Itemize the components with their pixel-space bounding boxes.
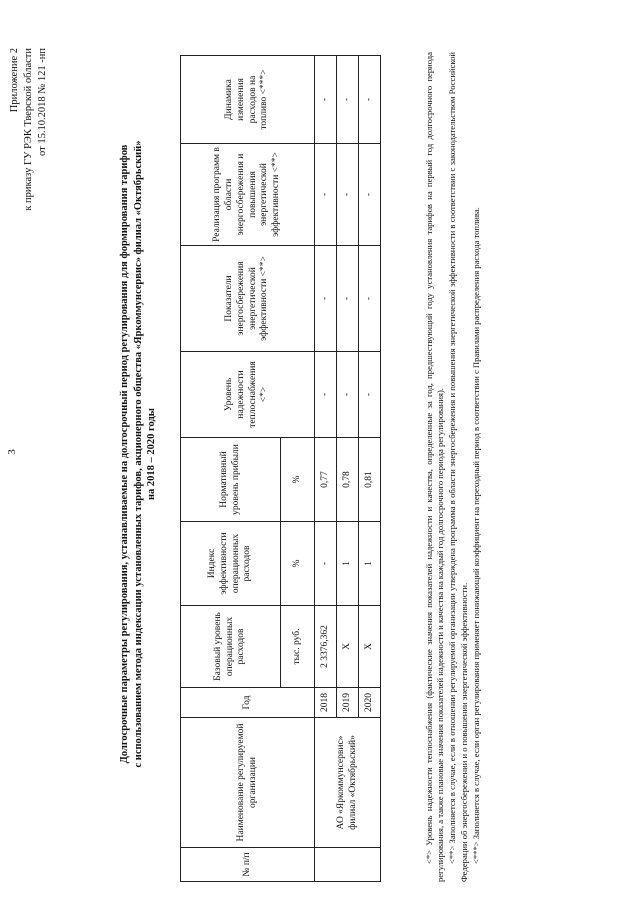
unit-base: тыс. руб. [281,606,315,688]
header-org: Наименование регулируемой организации [181,718,315,848]
parameters-table [180,55,381,882]
cell-program: - [359,144,381,246]
unit-index: % [281,522,315,606]
cell-reliability: - [315,352,337,438]
document-title [118,44,159,864]
row-number [315,848,381,882]
header-energy: Показатели энергосбережения энергетической эффективности <**> [181,246,315,352]
title-line-2: с использованием метода индексации установленных тарифов, акционерного общества «Яркоммунсервис» филиал «Октябрьский» [132,140,144,768]
header-program: Реализация программ в области энергосбережения и повышения энергетической эффективности <**> [181,144,315,246]
footnote-2: <**> Заполняется в случае, если в отношении регулируемой организации утверждена программа в области энергосбережения и повышения энергетической эффективности в соответствии с законодательством Российской Федерации об энергосбережении и о повышении энергетической эффективности. [447,52,469,882]
cell-program: - [337,144,359,246]
cell-profit: 0,77 [315,438,337,522]
header-fuel: Динамика изменения расходов на топливо <***> [181,56,315,144]
cell-index: - [315,522,337,606]
title-line-3: на 2018 – 2020 годы [146,408,158,501]
cell-energy: - [359,246,381,352]
header-reliability: Уровень надежности теплоснабжения <*> [181,352,315,438]
title-line-1: Долгосрочные параметры регулирования, устанавливаемые на долгосрочный период регулирования для формирования тарифов [119,144,130,764]
cell-reliability: - [359,352,381,438]
cell-fuel: - [359,56,381,144]
header-num: № п/п [181,848,315,882]
cell-program: - [315,144,337,246]
header-year: Год [181,688,315,718]
appendix-line-1: Приложение 2 [9,48,20,113]
cell-profit: 0,78 [337,438,359,522]
unit-profit: % [281,438,315,522]
appendix-line-2: к приказу ГУ РЭК Тверской области [23,48,35,211]
cell-fuel: - [315,56,337,144]
cell-base: 2 3376,362 [315,606,337,688]
cell-fuel: - [337,56,359,144]
cell-year: 2018 [315,688,337,718]
cell-index: 1 [359,522,381,606]
header-index: Индекс эффективности операционных расходов [181,522,281,606]
cell-energy: - [337,246,359,352]
cell-base: Х [359,606,381,688]
cell-base: Х [337,606,359,688]
header-profit: Нормативный уровень прибыли [181,438,281,522]
cell-profit: 0,81 [359,438,381,522]
header-base: Базовый уровень операционных расходов [181,606,281,688]
cell-reliability: - [337,352,359,438]
footnote-1: <*> Уровень надежности теплоснабжения (фактические значения показателей надежности и качества, определенные за год, предшествующий году установления тарифов на первый год долгосрочного периода регулирования, а также плановые значения показателей надежности и качества на каждый год долгосрочного периода регулирования). [424,52,446,882]
cell-energy: - [315,246,337,352]
cell-year: 2019 [337,688,359,718]
page-number: 3 [6,449,18,455]
cell-year: 2020 [359,688,381,718]
footnote-3: <***> Заполняется в случае, если орган регулирования применяет понижающий коэффициент на переходный период в соответствии с Правилами распределения расхода топлива. [470,207,481,864]
header-row [181,56,281,882]
cell-index: 1 [337,522,359,606]
footnotes [424,52,483,882]
org-name: АО «Яркоммунсервис» филиал «Октябрьский» [315,718,381,848]
appendix-reference [8,48,51,211]
table-row [315,56,337,882]
appendix-line-3: от 15.10.2018 № 121 -нп [37,48,49,156]
